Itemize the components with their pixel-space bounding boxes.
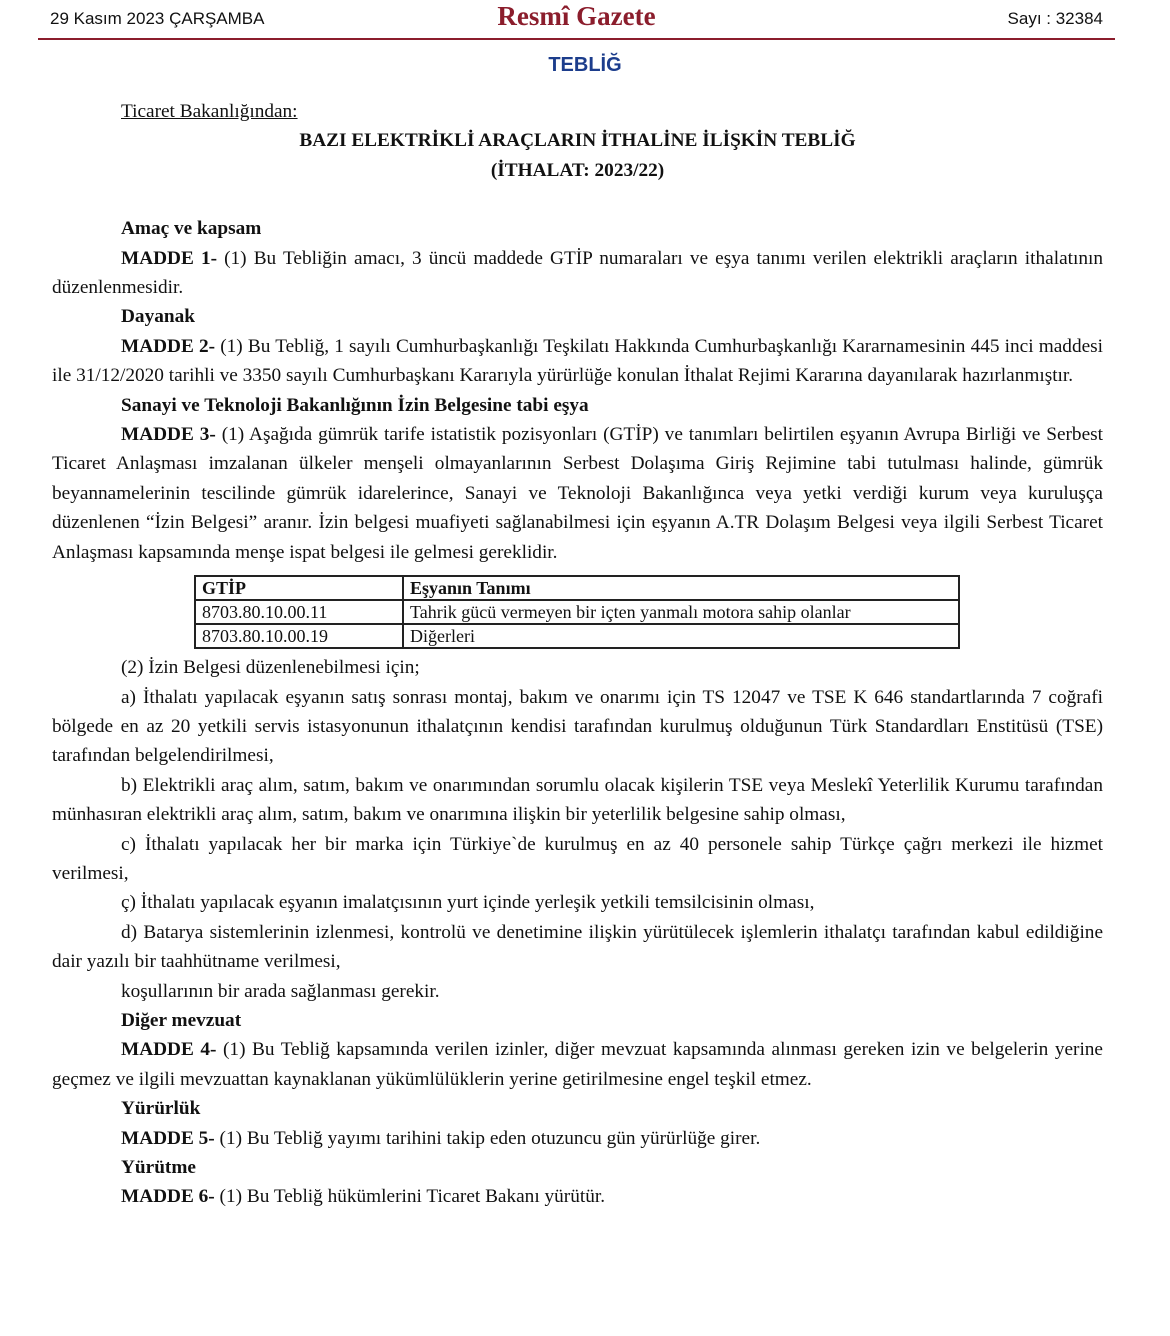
article-6 bbox=[52, 1182, 1103, 1211]
article-heading: Dayanak bbox=[121, 306, 195, 328]
paragraph: koşullarının bir arada sağlanması gerekir. bbox=[121, 980, 440, 1002]
article-label: MADDE 2- bbox=[121, 335, 216, 357]
article-2 bbox=[52, 332, 1103, 391]
document-body bbox=[52, 97, 1103, 1212]
section-type: TEBLİĞ bbox=[548, 54, 622, 76]
table-header-row bbox=[195, 576, 959, 600]
article-text: (1) Bu Tebliğ hükümlerini Ticaret Bakanı yürütür. bbox=[214, 1186, 606, 1208]
article-heading: Sanayi ve Teknoloji Bakanlığının İzin Belgesine tabi eşya bbox=[121, 394, 589, 416]
article-text: (1) Bu Tebliğ kapsamında verilen izinler, diğer mevzuat kapsamında alınması gereken izin ve belgelerin yerine geçmez ve ilgili mevzuattan kaynaklanan yükümlülüklerin yerine getirilmesine engel teşkil etmez. bbox=[52, 1039, 1103, 1090]
paragraph: (2) İzin Belgesi düzenlenebilmesi için; bbox=[121, 657, 420, 679]
document-subtitle: (İTHALAT: 2023/22) bbox=[490, 159, 665, 181]
article-heading: Amaç ve kapsam bbox=[121, 218, 262, 240]
article-1 bbox=[52, 244, 1103, 303]
article-4 bbox=[52, 1035, 1103, 1094]
table-cell: 8703.80.10.00.11 bbox=[195, 600, 403, 624]
article-heading: Yürürlük bbox=[121, 1098, 201, 1120]
article-label: MADDE 5- bbox=[121, 1127, 215, 1149]
gazette-header bbox=[38, 0, 1115, 40]
article-text: (1) Bu Tebliğ, 1 sayılı Cumhurbaşkanlığı Teşkilatı Hakkında Cumhurbaşkanlığı Kararnamesinin 445 inci maddesi ile 31/12/2020 tarihli ve 3350 sayılı Cumhurbaşkanı Kararıyla yürürlüğe konulan İthalat Rejimi Kararına dayanılarak hazırlanmıştır. bbox=[52, 335, 1103, 387]
article-text: (1) Bu Tebliğ yayımı tarihini takip eden otuzuncu gün yürürlüğe girer. bbox=[214, 1127, 761, 1149]
gazette-name: Resmî Gazete bbox=[497, 1, 656, 31]
article-label: MADDE 4- bbox=[121, 1039, 217, 1061]
article-label: MADDE 6- bbox=[121, 1186, 215, 1208]
article-heading: Diğer mevzuat bbox=[121, 1009, 242, 1031]
table-header-cell: GTİP bbox=[195, 576, 403, 600]
article-label: MADDE 3- bbox=[121, 424, 216, 446]
table-header-cell: Eşyanın Tanımı bbox=[403, 576, 959, 600]
list-item: ç) İthalatı yapılacak eşyanın imalatçısının yurt içinde yerleşik yetkili temsilcisinin olması, bbox=[121, 892, 815, 914]
article-3 bbox=[52, 420, 1103, 567]
issuer: Ticaret Bakanlığından: bbox=[121, 101, 298, 122]
article-heading: Yürütme bbox=[121, 1157, 196, 1178]
article-5 bbox=[52, 1124, 1103, 1153]
spacer bbox=[52, 185, 1103, 214]
gtip-table bbox=[194, 575, 960, 649]
article-text: (1) Bu Tebliğin amacı, 3 üncü maddede GTİP numaraları ve eşya tanımı verilen elektrikli araçların ithalatının düzenlenmesidir. bbox=[52, 247, 1103, 299]
article-label: MADDE 1- bbox=[121, 247, 217, 269]
list-item: b) Elektrikli araç alım, satım, bakım ve onarımından sorumlu olacak kişilerin TSE veya Meslekî Yeterlilik Kurumu tarafından münhasıran elektrikli araç alım, satım, bakım ve onarımına ilişkin bir yeterlilik belgesine sahip olması, bbox=[52, 774, 1103, 826]
list-item: d) Batarya sistemlerinin izlenmesi, kontrolü ve denetimine ilişkin yürütülecek işlemlerin ithalatçı tarafından kabul edildiğine dair yazılı bir taahhütname verilmesi, bbox=[52, 921, 1103, 973]
table-cell: 8703.80.10.00.19 bbox=[195, 624, 403, 648]
table-cell: Diğerleri bbox=[403, 624, 959, 648]
list-item: a) İthalatı yapılacak eşyanın satış sonrası montaj, bakım ve onarımı için TS 12047 ve TSE K 646 standartlarında 7 coğrafi bölgede en az 20 yetkili servis istasyonunun ithalatçının kendisi tarafından kurulmuş olduğunun Türk Standardları Enstitüsü (TSE) tarafından belgelendirilmesi, bbox=[52, 686, 1103, 767]
list-item: c) İthalatı yapılacak her bir marka için Türkiye`de kurulmuş en az 40 personele sahip Türkçe çağrı merkezi ile hizmet verilmesi, bbox=[52, 833, 1103, 884]
issue-number: Sayı : 32384 bbox=[1007, 9, 1103, 28]
table-row bbox=[195, 600, 959, 624]
article-text: (1) Aşağıda gümrük tarife istatistik pozisyonları (GTİP) ve tanımları belirtilen eşyanın Avrupa Birliği ve Serbest Ticaret Anlaşması imzalanan ülkeler menşeli olmayanlarının Serbest Dolaşıma Giriş Rejimine tabi tutulması halinde, gümrük beyannamelerinin tescilinde gümrük idarelerince, Sanayi ve Teknoloji Bakanlığınca veya yetki verdiği kurum veya kuruluşça düzenlenen “İzin Belgesi” aranır. İzin belgesi muafiyeti sağlanabilmesi için eşyanın A.TR Dolaşım Belgesi veya ilgili Serbest Ticaret Anlaşması kapsamında menşe ispat belgesi ile gelmesi gereklidir. bbox=[52, 424, 1103, 563]
document-title: BAZI ELEKTRİKLİ ARAÇLARIN İTHALİNE İLİŞKİN TEBLİĞ bbox=[299, 130, 856, 152]
issue-date: 29 Kasım 2023 ÇARŞAMBA bbox=[50, 9, 265, 28]
table-row bbox=[195, 624, 959, 648]
table-cell: Tahrik gücü vermeyen bir içten yanmalı motora sahip olanlar bbox=[403, 600, 959, 624]
